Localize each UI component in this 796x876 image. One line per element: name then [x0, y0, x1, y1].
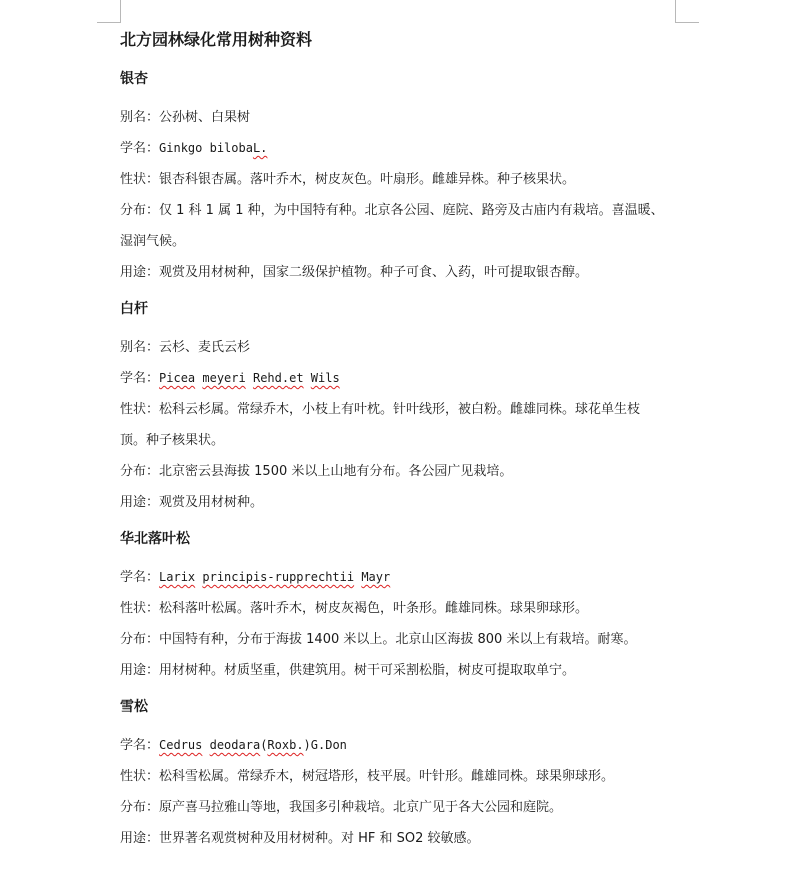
tree-section-ginkgo: [120, 70, 700, 288]
alias-label: 别名：: [120, 340, 160, 355]
tree-section-larix: [120, 530, 700, 686]
alias-line: [120, 332, 700, 363]
sci-et: et: [289, 371, 304, 385]
sci-genus: Larix: [159, 570, 196, 584]
sci-species: deodara: [209, 738, 261, 752]
traits-value: 松科落叶松属。落叶乔木，树皮灰褐色，叶条形。雌雄同株。球果卵球形。: [159, 601, 589, 616]
usage-value: 观赏及用材树种。: [159, 495, 264, 510]
distribution-value: 北京密云县海拔 1500 米以上山地有分布。各公园广见栽培。: [159, 464, 513, 479]
section-title: 华北落叶松: [120, 531, 190, 547]
crop-mark-top-left-h: [97, 22, 121, 23]
distribution-value: 原产喜马拉雅山等地，我国多引种栽培。北京广见于各大公园和庭院。: [159, 800, 563, 815]
sci-species: meyeri: [202, 371, 246, 385]
usage-label: 用途：: [120, 265, 160, 280]
sci-label: 学名：: [120, 371, 160, 386]
traits-label: 性状：: [120, 769, 160, 784]
alias-label: 别名：: [120, 110, 160, 125]
sci-genus: Cedrus: [159, 738, 203, 752]
scientific-name-line: [120, 730, 700, 761]
usage-line: [120, 487, 700, 518]
traits-line: [120, 164, 700, 195]
section-title: 白杆: [120, 301, 148, 317]
distribution-line: [120, 195, 700, 226]
sci-author-close: )G.Don: [303, 738, 347, 752]
sci-species: principis-rupprechtii: [202, 570, 355, 584]
section-title: 雪松: [120, 699, 148, 715]
document-page: [120, 30, 700, 854]
scientific-name-line: [120, 133, 700, 164]
scientific-name-line: [120, 562, 700, 593]
distribution-label: 分布：: [120, 464, 160, 479]
distribution-line: [120, 456, 700, 487]
sci-author-2: Wils: [310, 371, 340, 385]
usage-label: 用途：: [120, 495, 160, 510]
sci-label: 学名：: [120, 570, 160, 585]
sci-label: 学名：: [120, 141, 160, 156]
usage-label: 用途：: [120, 663, 160, 678]
distribution-value: 仅 1 科 1 属 1 种，为中国特有种。北京各公园、庭院、路旁及古庙内有栽培。喜温暖、: [159, 203, 664, 218]
alias-value: 公孙树、白果树: [159, 110, 251, 125]
sci-author-basionym: Roxb.: [267, 738, 304, 752]
traits-line-cont: 顶。种子核果状。: [120, 433, 225, 448]
sci-label: 学名：: [120, 738, 160, 753]
traits-line: [120, 761, 700, 792]
tree-section-cedrus: [120, 698, 700, 854]
crop-mark-top-right-v: [675, 0, 676, 22]
distribution-label: 分布：: [120, 203, 160, 218]
traits-value: 松科云杉属。常绿乔木，小枝上有叶枕。针叶线形，被白粉。雌雄同株。球花单生枝: [159, 402, 641, 417]
sci-name: Ginkgo biloba: [159, 141, 253, 155]
usage-line: [120, 257, 700, 288]
usage-value: 观赏及用材树种，国家二级保护植物。种子可食、入药，叶可提取银杏醇。: [159, 265, 589, 280]
sci-genus: Picea: [159, 371, 196, 385]
crop-mark-top-left-v: [120, 0, 121, 22]
sci-author-open: (: [260, 738, 268, 752]
crop-mark-top-right-h: [675, 22, 699, 23]
traits-label: 性状：: [120, 172, 160, 187]
traits-label: 性状：: [120, 601, 160, 616]
document-title: 北方园林绿化常用树种资料: [120, 30, 313, 49]
distribution-line: [120, 792, 700, 823]
distribution-label: 分布：: [120, 632, 160, 647]
usage-label: 用途：: [120, 831, 160, 846]
section-title: 银杏: [120, 71, 148, 87]
traits-label: 性状：: [120, 402, 160, 417]
usage-line: [120, 655, 700, 686]
usage-value: 用材树种。材质坚重，供建筑用。树干可采割松脂，树皮可提取取单宁。: [159, 663, 576, 678]
tree-section-picea: [120, 300, 700, 518]
traits-line: [120, 593, 700, 624]
traits-value: 银杏科银杏属。落叶乔木，树皮灰色。叶扇形。雌雄异株。种子核果状。: [159, 172, 576, 187]
usage-value: 世界著名观赏树种及用材树种。对 HF 和 SO2 较敏感。: [159, 831, 480, 846]
distribution-line: [120, 624, 700, 655]
alias-value: 云杉、麦氏云杉: [159, 340, 251, 355]
sci-author-1: Rehd.: [252, 371, 290, 385]
distribution-label: 分布：: [120, 800, 160, 815]
distribution-line-cont: 湿润气候。: [120, 234, 186, 249]
sci-author: L.: [252, 141, 268, 155]
traits-line: [120, 394, 700, 425]
traits-value: 松科雪松属。常绿乔木，树冠塔形，枝平展。叶针形。雌雄同株。球果卵球形。: [159, 769, 615, 784]
usage-line: [120, 823, 700, 854]
scientific-name-line: [120, 363, 700, 394]
sci-author: Mayr: [361, 570, 391, 584]
alias-line: [120, 102, 700, 133]
distribution-value: 中国特有种，分布于海拔 1400 米以上。北京山区海拔 800 米以上有栽培。耐寒。: [159, 632, 637, 647]
